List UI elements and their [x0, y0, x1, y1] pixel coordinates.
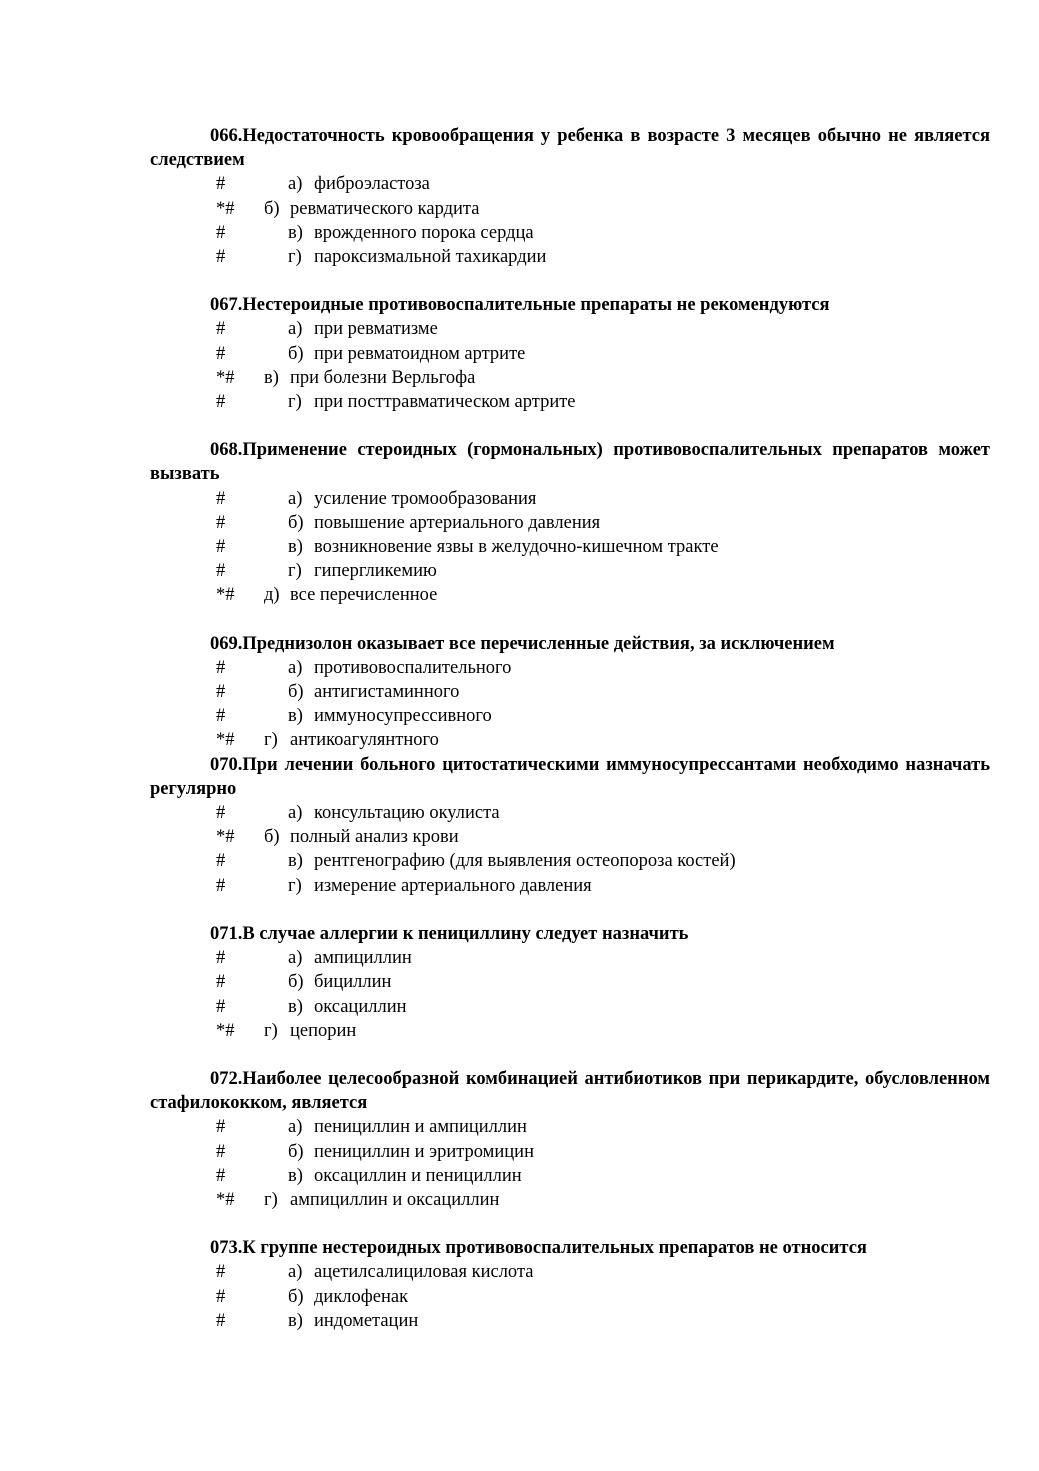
option-text: консультацию окулиста: [314, 803, 500, 824]
option-correct: [150, 197, 990, 221]
question-066: [150, 124, 990, 269]
option-mark: *#: [216, 1189, 235, 1210]
option-letter: б): [288, 972, 304, 993]
question-title: 070.При лечении больного цитостатическими иммуносупрессантами необходимо назначать регулярно: [150, 754, 990, 799]
question-069: [150, 632, 990, 753]
option: [150, 535, 990, 559]
option-letter: б): [288, 512, 304, 533]
question-title: 068.Применение стероидных (гормональных) противовоспалительных препаратов может вызвать: [150, 440, 990, 485]
option-mark: #: [216, 706, 226, 727]
option-mark: #: [216, 247, 226, 268]
question-title: 073.К группе нестероидных противовоспалительных препаратов не относится: [210, 1238, 867, 1259]
option-letter: б): [288, 1141, 304, 1162]
option-text: пенициллин и эритромицин: [314, 1141, 534, 1162]
option-letter: в): [288, 222, 303, 243]
option-mark: #: [216, 1117, 226, 1138]
option-text: ампициллин и оксациллин: [290, 1189, 500, 1210]
option-text: ацетилсалициловая кислота: [314, 1262, 534, 1283]
option-text: усиление тромообразования: [314, 488, 537, 509]
option-letter: г): [264, 1020, 278, 1041]
option-letter: б): [264, 827, 280, 848]
option-mark: #: [216, 537, 226, 558]
option-text: врожденного порока сердца: [314, 222, 534, 243]
option-letter: г): [288, 247, 302, 268]
option-correct: [150, 825, 990, 849]
option-mark: #: [216, 488, 226, 509]
option-mark: *#: [216, 827, 235, 848]
option-text: бициллин: [314, 972, 392, 993]
option-letter: г): [264, 730, 278, 751]
option: [150, 1309, 990, 1333]
question-title: 072.Наиболее целесообразной комбинацией антибиотиков при перикардите, обусловленном стафилококком, является: [150, 1068, 990, 1114]
option-text: повышение артериального давления: [314, 512, 601, 533]
option-text: измерение артериального давления: [314, 875, 592, 896]
option-mark: #: [216, 948, 226, 969]
option: [150, 221, 990, 245]
question-067: [150, 293, 990, 414]
option-text: фиброэластоза: [314, 174, 430, 195]
spacer: [150, 1043, 990, 1067]
option-mark: #: [216, 682, 226, 703]
option-letter: а): [288, 1262, 303, 1283]
question-072: [150, 1067, 990, 1212]
question-title: 069.Преднизолон оказывает все перечисленные действия, за исключением: [210, 633, 835, 654]
option-text: цепорин: [290, 1020, 357, 1041]
option-text: иммуносупрессивного: [314, 706, 492, 727]
option-correct: [150, 583, 990, 607]
option-letter: а): [288, 488, 303, 509]
option-mark: #: [216, 803, 226, 824]
option-mark: #: [216, 222, 226, 243]
option-text: антикоагулянтного: [290, 730, 439, 751]
question-071: [150, 922, 990, 1043]
option-text: все перечисленное: [290, 585, 438, 606]
option: [150, 342, 990, 366]
option-letter: а): [288, 657, 303, 678]
option: [150, 704, 990, 728]
option-mark: #: [216, 996, 226, 1017]
option: [150, 1285, 990, 1309]
option-text: индометацин: [314, 1310, 419, 1331]
option-mark: #: [216, 875, 226, 896]
option-text: при посттравматическом артрите: [314, 392, 576, 413]
option-letter: а): [288, 319, 303, 340]
option-mark: *#: [216, 1020, 235, 1041]
option: [150, 1164, 990, 1188]
option-mark: *#: [216, 198, 235, 219]
option: [150, 946, 990, 970]
option-letter: г): [288, 561, 302, 582]
option-correct: [150, 366, 990, 390]
option-letter: б): [288, 1286, 304, 1307]
option-letter: а): [288, 803, 303, 824]
option-text: при ревматоидном артрите: [314, 343, 526, 364]
option-letter: б): [264, 198, 280, 219]
option: [150, 970, 990, 994]
option-mark: #: [216, 174, 226, 195]
option: [150, 1115, 990, 1139]
option: [150, 172, 990, 196]
option-letter: в): [288, 851, 303, 872]
question-title: 071.В случае аллергии к пенициллину следует назначить: [210, 923, 689, 944]
option-letter: в): [288, 537, 303, 558]
option: [150, 511, 990, 535]
spacer: [150, 414, 990, 438]
option-mark: #: [216, 319, 226, 340]
option: [150, 680, 990, 704]
option-mark: *#: [216, 367, 235, 388]
option: [150, 874, 990, 898]
option-letter: в): [288, 1165, 303, 1186]
question-068: [150, 438, 990, 607]
option-mark: #: [216, 1141, 226, 1162]
option-letter: г): [264, 1189, 278, 1210]
option-text: пароксизмальной тахикардии: [314, 247, 547, 268]
question-070: [150, 753, 990, 898]
option: [150, 656, 990, 680]
question-073: [150, 1236, 990, 1333]
option-mark: #: [216, 1286, 226, 1307]
option-mark: #: [216, 343, 226, 364]
option-letter: а): [288, 1117, 303, 1138]
spacer: [150, 269, 990, 293]
option: [150, 1260, 990, 1284]
option: [150, 390, 990, 414]
option-letter: д): [264, 585, 280, 606]
option: [150, 849, 990, 873]
option-text: пенициллин и ампициллин: [314, 1117, 527, 1138]
option: [150, 1140, 990, 1164]
option-mark: #: [216, 657, 226, 678]
option-text: оксациллин и пенициллин: [314, 1165, 522, 1186]
option-text: ревматического кардита: [290, 198, 480, 219]
option-text: противовоспалительного: [314, 657, 512, 678]
option-mark: #: [216, 392, 226, 413]
option: [150, 487, 990, 511]
option-text: при болезни Верльгофа: [290, 367, 476, 388]
option-mark: #: [216, 561, 226, 582]
option-letter: г): [288, 875, 302, 896]
option-text: возникновение язвы в желудочно-кишечном тракте: [314, 537, 719, 558]
option-text: антигистаминного: [314, 682, 460, 703]
option-mark: #: [216, 851, 226, 872]
option-text: рентгенографию (для выявления остеопороза костей): [314, 851, 736, 872]
option-text: ампициллин: [314, 948, 412, 969]
option: [150, 245, 990, 269]
option-letter: в): [264, 367, 279, 388]
option-mark: #: [216, 512, 226, 533]
option-correct: [150, 1019, 990, 1043]
option-letter: в): [288, 996, 303, 1017]
question-title: 067.Нестероидные противовоспалительные препараты не рекомендуются: [210, 295, 830, 316]
option-mark: #: [216, 1310, 226, 1331]
option-letter: а): [288, 948, 303, 969]
option-text: при ревматизме: [314, 319, 438, 340]
question-title: 066.Недостаточность кровообращения у ребенка в возрасте 3 месяцев обычно не является следствием: [150, 126, 990, 171]
option-letter: в): [288, 1310, 303, 1331]
option: [150, 317, 990, 341]
option-letter: г): [288, 392, 302, 413]
option-text: оксациллин: [314, 996, 407, 1017]
option-letter: в): [288, 706, 303, 727]
option-text: гипергликемию: [314, 561, 437, 582]
option: [150, 995, 990, 1019]
option-mark: #: [216, 1262, 226, 1283]
option-mark: *#: [216, 585, 235, 606]
option-correct: [150, 1188, 990, 1212]
option: [150, 801, 990, 825]
option-correct: [150, 728, 990, 752]
option-letter: б): [288, 682, 304, 703]
option-mark: #: [216, 972, 226, 993]
option-letter: а): [288, 174, 303, 195]
option-text: полный анализ крови: [290, 827, 459, 848]
option-mark: *#: [216, 730, 235, 751]
option-text: диклофенак: [314, 1286, 409, 1307]
option: [150, 559, 990, 583]
spacer: [150, 898, 990, 922]
spacer: [150, 608, 990, 632]
spacer: [150, 1212, 990, 1236]
option-letter: б): [288, 343, 304, 364]
option-mark: #: [216, 1165, 226, 1186]
